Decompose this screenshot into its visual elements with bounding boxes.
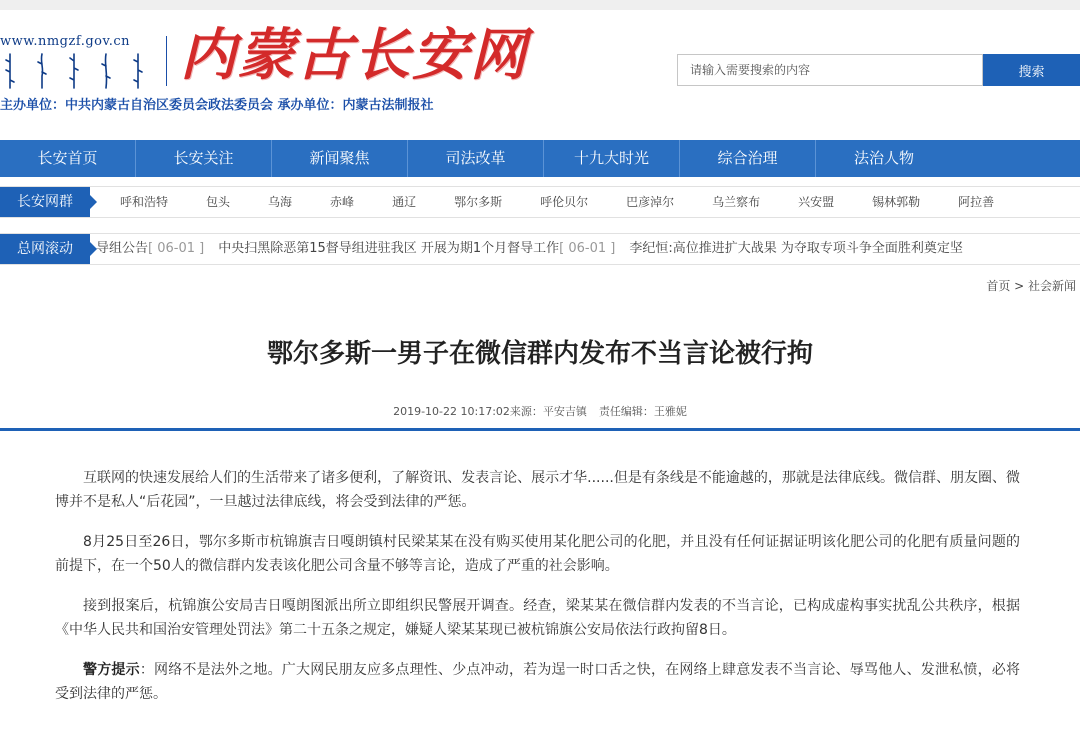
- site-url[interactable]: www.nmgzf.gov.cn: [0, 34, 131, 49]
- nav-governance[interactable]: 综合治理: [680, 140, 816, 177]
- search-button[interactable]: 搜索: [983, 54, 1080, 86]
- article-paragraph: 8月25日至26日，鄂尔多斯市杭锦旗吉日嘎朗镇村民梁某某在没有购买使用某化肥公司的化肥，并且没有任何证据证明该化肥公司的化肥有质量问题的前提下，在一个50人的微信群内发表该化肥公司含量不够等言论，造成了严重的社会影响。: [55, 534, 1020, 574]
- article-paragraph: 接到报案后，杭锦旗公安局吉日嘎朗图派出所立即组织民警展开调查。经查，梁某某在微信群内发表的不当言论，已构成虚构事实扰乱公共秩序，根据《中华人民共和国治安管理处罚法》第二十五条之规定，嫌疑人梁某某现已被杭锦旗公安局依法行政拘留8日。: [55, 598, 1020, 638]
- article-source: 来源：平安吉镇: [509, 405, 587, 418]
- police-tip-paragraph: [55, 658, 1020, 706]
- mongolian-script-logo: [0, 52, 150, 90]
- ticker-date: [ 06-01 ]: [148, 241, 205, 256]
- network-label: 长安网群: [0, 186, 90, 218]
- logo-divider: [166, 36, 167, 86]
- breadcrumb[interactable]: 首页 > 社会新闻: [986, 279, 1076, 293]
- sponsor-info: 主办单位：中共内蒙古自治区委员会政法委员会 承办单位：内蒙古法制报社: [0, 98, 434, 113]
- article-title: 鄂尔多斯一男子在微信群内发布不当言论被行拘: [266, 339, 813, 369]
- city-link[interactable]: 锡林郭勒: [872, 195, 921, 209]
- city-link[interactable]: 包头: [206, 195, 231, 209]
- nav-news[interactable]: 新闻聚焦: [272, 140, 408, 177]
- main-nav: [0, 140, 1080, 177]
- site-logo-title[interactable]: 内蒙古长安网: [180, 22, 528, 88]
- ticker-bar: [0, 233, 1080, 265]
- ticker-label: 总网滚动: [0, 233, 90, 265]
- news-ticker: [96, 234, 963, 264]
- city-link[interactable]: 赤峰: [330, 195, 355, 209]
- police-tip-label: 警方提示: [83, 662, 140, 678]
- article-body: [55, 466, 1020, 722]
- top-strip: [0, 0, 1080, 10]
- city-link[interactable]: 乌兰察布: [712, 195, 761, 209]
- city-link[interactable]: 兴安盟: [798, 195, 835, 209]
- police-tip-text: ：网络不是法外之地。广大网民朋友应多点理性、少点冲动，若为逞一时口舌之快，在网络上肆意发表不当言论、辱骂他人、发泄私愤，必将受到法律的严惩。: [55, 662, 1021, 702]
- ticker-item[interactable]: 李纪恒:高位推进扩大战果 为夺取专项斗争全面胜利奠定坚: [629, 241, 963, 256]
- network-bar: [0, 186, 1080, 218]
- ticker-item[interactable]: 导组公告: [96, 241, 149, 256]
- city-link[interactable]: 鄂尔多斯: [454, 195, 503, 209]
- nav-home[interactable]: 长安首页: [0, 140, 136, 177]
- city-link[interactable]: 乌海: [268, 195, 293, 209]
- article-meta: [0, 403, 1080, 419]
- publish-datetime: 2019-10-22 10:17:02: [393, 405, 510, 418]
- nav-people[interactable]: 法治人物: [853, 149, 914, 167]
- city-link[interactable]: 通辽: [392, 195, 417, 209]
- city-list: [96, 187, 994, 217]
- ticker-date: [ 06-01 ]: [559, 241, 616, 256]
- nav-judicial-reform[interactable]: 司法改革: [408, 140, 544, 177]
- article-paragraph: 互联网的快速发展给人们的生活带来了诸多便利，了解资讯、发表言论、展示才华......但是有条线是不能逾越的，那就是法律底线。微信群、朋友圈、微博并不是私人“后花园”，一旦越过法律底线，将会受到法律的严惩。: [55, 470, 1020, 510]
- nav-19th-congress[interactable]: 十九大时光: [544, 140, 680, 177]
- search-input[interactable]: [677, 54, 983, 86]
- city-link[interactable]: 呼伦贝尔: [540, 195, 589, 209]
- city-link[interactable]: 阿拉善: [958, 195, 995, 209]
- ticker-item[interactable]: 中央扫黑除恶第15督导组进驻我区 开展为期1个月督导工作: [218, 241, 560, 256]
- title-divider: [0, 428, 1080, 431]
- nav-focus[interactable]: 长安关注: [136, 140, 272, 177]
- article-editor: 责任编辑：王雅妮: [598, 405, 687, 418]
- city-link[interactable]: 呼和浩特: [120, 195, 169, 209]
- city-link[interactable]: 巴彦淖尔: [626, 195, 675, 209]
